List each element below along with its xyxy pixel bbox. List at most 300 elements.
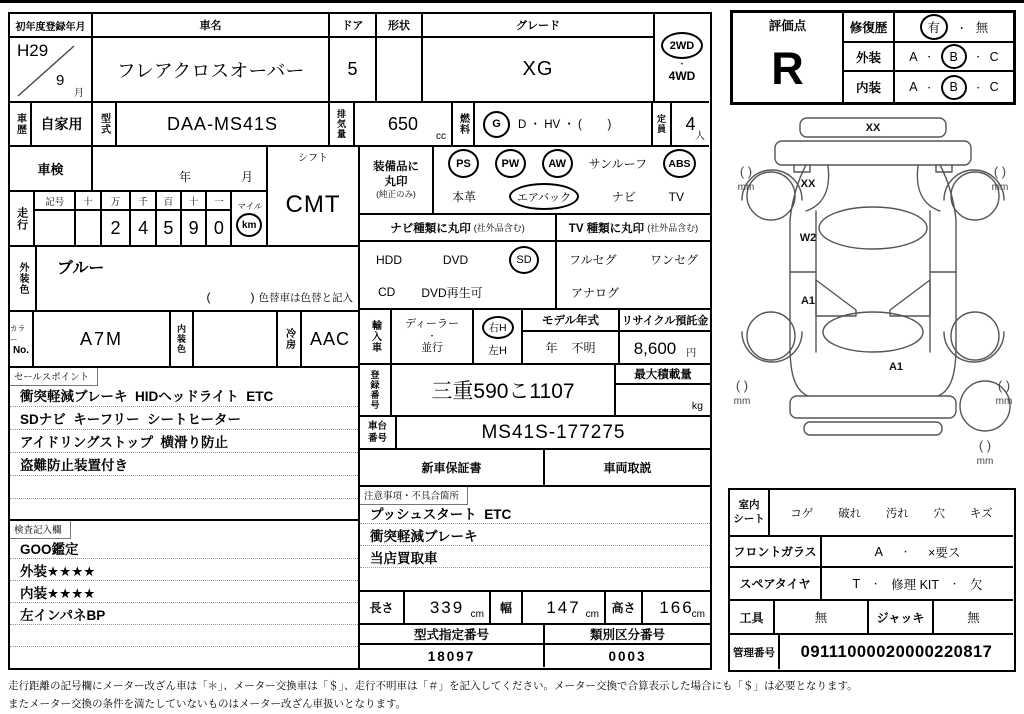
seat-items [770, 490, 1013, 535]
rear-left-wheel [747, 312, 795, 360]
car-name-label: 車名 [93, 14, 328, 38]
sales-point-line: 盗難防止装置付き [10, 453, 358, 476]
tread-paren-bottom-right: ( ) [997, 378, 1011, 393]
footer-note-line2: またメーター交換の条件を満たしていないものはメーター改ざん車扱いとなります。 [8, 698, 407, 710]
seat-item-koge: コゲ [790, 507, 814, 520]
drive-4wd: 4WD [668, 69, 696, 83]
odo-col-1k [131, 192, 156, 245]
score-value: R [771, 42, 804, 94]
equip-abs-circled: ABS [663, 149, 696, 178]
tv-oneseg: ワンセグ [649, 253, 698, 268]
recycle-cell [620, 310, 710, 363]
displacement-label: 排気量 [336, 109, 346, 139]
equip-pw-circled: PW [495, 149, 526, 178]
import-row [360, 310, 710, 365]
inspector-line: 左インパネBP [10, 603, 358, 625]
sales-point-line: SDナビ キーフリー シートヒーター [10, 407, 358, 430]
evaluation-box [730, 10, 1016, 105]
odo-digit-ten0 [76, 211, 99, 245]
fuel-value [475, 103, 651, 145]
displacement-label-cell [330, 103, 355, 145]
left-handle: 左H [488, 344, 507, 357]
windshield-a: A [874, 544, 883, 559]
doors-label: ドア [330, 14, 375, 38]
caution-line: プッシュスタート ETC [360, 502, 710, 524]
exterior-grade-b-circled: B [941, 44, 967, 69]
seat-label2: シート [733, 512, 765, 525]
rear-bumper-shape [790, 396, 956, 418]
sales-point-empty-line [10, 499, 358, 520]
exterior-grade-label: 外装 [844, 43, 895, 70]
interior-grade-c: C [989, 80, 999, 94]
model-code-label: 型式 [98, 113, 110, 135]
front-left-wheel [747, 172, 795, 220]
inspector-empty-line [10, 625, 358, 647]
inspector-section [10, 521, 360, 668]
ac-label-cell [278, 312, 302, 366]
interior-grade-b-circled: B [941, 75, 967, 100]
shape-value [377, 38, 421, 101]
fuel-label-cell [453, 103, 475, 145]
interior-grade-value [895, 72, 1013, 102]
exterior-grade-c: C [989, 49, 999, 64]
rear-lower-bumper-shape [804, 422, 942, 435]
first-registration-value [10, 38, 91, 101]
max-load-cell [616, 365, 710, 415]
first-registration-label: 初年度登録年月 [10, 14, 91, 38]
nav-dvd: DVD [442, 252, 469, 267]
type-number-headers [360, 625, 710, 645]
seat-item-yabure: 破れ [838, 507, 862, 520]
rear-right-wheel [951, 312, 999, 360]
tread-mm-spare: mm [976, 456, 994, 467]
damage-mark-top: XX [865, 122, 881, 134]
car-name-cell [93, 14, 330, 103]
designation-number-value: 18097 [360, 645, 545, 667]
first-registration-cell [10, 14, 93, 103]
tv-type-row2 [557, 277, 710, 308]
bumper-tab-left [794, 165, 810, 172]
spare-tire-label: スペアタイヤ [730, 568, 822, 599]
classification-number-value: 0003 [608, 648, 647, 664]
equipment-row1 [434, 147, 710, 180]
seat-row [730, 490, 1013, 537]
grade-separator: ・ [973, 82, 983, 93]
length-label: 長さ [360, 592, 405, 623]
equipment-label2: 丸印 [384, 175, 408, 188]
doors-cell [330, 14, 377, 103]
tools-value: 無 [775, 601, 869, 633]
registration-label-cell [360, 365, 392, 415]
odo-col-symbol [35, 192, 76, 245]
sales-points-section [10, 368, 360, 521]
left-pillar-shape [816, 280, 856, 316]
seat-item-yogore: 汚れ [885, 507, 909, 520]
tread-mm-bottom-right: mm [995, 396, 1013, 407]
sales-point-empty-line [10, 476, 358, 499]
tread-paren-bottom-left: ( ) [735, 378, 749, 393]
model-year-title: モデル年式 [523, 310, 618, 332]
color-change-paren: ( ) [206, 290, 255, 304]
model-code-label-cell [93, 103, 117, 145]
fuel-other-options: D ・ HV ・ ( ) [518, 119, 612, 131]
width-label: 幅 [491, 592, 523, 623]
nav-type-header [360, 215, 555, 242]
odo-unit-cell [232, 192, 265, 245]
interior-color-value [194, 312, 278, 366]
chassis-row [360, 417, 710, 450]
chassis-label1: 車台 [367, 421, 387, 433]
shape-label: 形状 [377, 14, 421, 38]
odo-header-ten0: 十 [76, 192, 99, 211]
odo-digit-10: 9 [188, 217, 199, 238]
inspector-tag: 検査記入欄 [10, 521, 71, 539]
top-border-line [0, 0, 1024, 3]
drive-type-cell [655, 14, 709, 103]
odo-header-100: 百 [157, 192, 180, 211]
odo-digit-100: 5 [163, 217, 174, 238]
inspector-empty-line [10, 647, 358, 668]
exterior-grade-a: A [909, 49, 918, 64]
history-label: 車歴 [14, 113, 26, 135]
import-label: 輸入車 [369, 320, 381, 353]
equipment-items [434, 147, 710, 213]
recycle-value: 8,600 [633, 339, 677, 358]
car-name-value: フレアクロスオーバー [116, 61, 305, 82]
shift-label: シフト [298, 152, 328, 164]
exterior-color-label: 外装色 [17, 262, 28, 295]
height-value: 166 [659, 597, 694, 617]
sales-point-line: アイドリングストップ 横滑り防止 [10, 430, 358, 453]
chassis-value: MS41S-177275 [481, 421, 626, 443]
history-cell [10, 103, 93, 147]
shaken-label-cell [10, 147, 93, 192]
mile-label: マイル [236, 201, 262, 211]
equip-navi: ナビ [611, 190, 636, 204]
front-right-wheel [951, 172, 999, 220]
repair-history-value [895, 13, 1013, 41]
spare-tire-value [822, 568, 1013, 599]
tread-mm-bottom-left: mm [733, 396, 751, 407]
seat-label1: 室内 [738, 498, 760, 511]
odo-col-ten0 [76, 192, 101, 245]
drive-2wd-circled: 2WD [661, 32, 703, 59]
equipment-label3: (純正のみ) [376, 189, 416, 200]
odo-digit-1: 0 [213, 217, 224, 238]
recycle-unit: 円 [686, 348, 697, 359]
spare-repair-kit: 修理 KIT [891, 577, 940, 592]
repair-no: 無 [975, 21, 989, 35]
spare-tire-row [730, 568, 1013, 601]
fuel-label: 燃料 [457, 113, 469, 135]
grade-label: グレード [423, 14, 653, 38]
interior-grade-row [844, 72, 1013, 102]
equip-leather: 本革 [452, 190, 477, 204]
main-table [8, 12, 712, 670]
grade-value: XG [522, 58, 554, 80]
model-code-value: DAA-MS41S [166, 113, 279, 134]
warranty-cell: 新車保証書 [360, 450, 545, 485]
equip-ps-circled: PS [448, 149, 479, 178]
cautions-section [360, 487, 710, 592]
width-value: 147 [546, 597, 581, 617]
nav-dvd-play: DVD再生可 [421, 285, 483, 300]
capacity-number: 4 [685, 113, 696, 134]
nav-type-cell [360, 215, 557, 310]
ac-label: 冷房 [283, 328, 295, 350]
damage-mark-a1-side: A1 [800, 295, 816, 307]
registration-row [360, 365, 710, 417]
inspector-line: 外装★★★★ [10, 559, 358, 581]
mileage-label: 走行 [15, 206, 28, 231]
shaken-month-label: 月 [241, 170, 254, 184]
odo-col-1 [207, 192, 232, 245]
right-pillar-shape [890, 280, 930, 316]
odo-col-10k [102, 192, 132, 245]
import-label-cell [360, 310, 392, 363]
damage-mark-a1-rear: A1 [888, 361, 904, 373]
odo-col-100 [157, 192, 182, 245]
nav-type-title: ナビ種類に丸印 [390, 222, 471, 235]
km-circled: km [236, 213, 262, 237]
recycle-title: リサイクル預託金 [620, 310, 710, 332]
displacement-number: 650 [387, 113, 419, 134]
interior-color-label: 内装色 [176, 324, 186, 354]
exterior-color-label-cell [10, 247, 37, 310]
height-unit: cm [691, 609, 705, 620]
body-right-side [938, 165, 956, 396]
shaken-year-label: 年 [179, 170, 192, 184]
docs-row [360, 450, 710, 487]
grade-cell [423, 14, 655, 103]
recycle-value-row [620, 332, 710, 363]
front-bumper-shape [775, 141, 971, 165]
tv-type-title: TV 種類に丸印 [568, 222, 645, 235]
height-label: 高さ [606, 592, 643, 623]
cautions-tag: 注意事項・不具合箇所 [360, 487, 468, 505]
manual-cell: 車両取説 [603, 461, 652, 475]
import-dealer: ディーラー [404, 317, 460, 330]
rear-window-ellipse [823, 312, 923, 352]
color-no-label2: No. [12, 344, 30, 356]
sales-points-tag: セールスポイント [10, 368, 98, 386]
max-load-title: 最大積載量 [616, 365, 710, 385]
odo-header-1k: 千 [131, 192, 154, 211]
registration-value: 三重590こ1107 [392, 365, 616, 415]
exterior-color-value: ブルー [57, 260, 105, 277]
exterior-grade-value [895, 43, 1013, 70]
fuel-gasoline-circled: G [483, 111, 510, 138]
exterior-color-cell [10, 247, 360, 312]
capacity-label: 定員 [656, 114, 666, 134]
jack-value: 無 [967, 611, 980, 625]
import-dealer-cell [392, 310, 474, 363]
equip-sunroof: サンルーフ [588, 157, 648, 171]
tools-label: 工具 [730, 601, 775, 633]
nav-cd: CD [378, 285, 396, 300]
odo-digit-10k: 2 [110, 217, 121, 238]
odo-header-symbol: 記号 [35, 192, 74, 211]
odo-digit-symbol [35, 211, 74, 245]
grade-separator: ・ [924, 52, 934, 62]
height-value-cell [643, 592, 710, 623]
shaken-label: 車検 [37, 162, 64, 177]
color-no-value: A7M [34, 312, 171, 366]
classification-number-label: 類別区分番号 [589, 628, 665, 642]
tread-mm-top-right: mm [991, 182, 1009, 193]
drive-separator: ・ [677, 59, 687, 69]
equipment-label-cell [360, 147, 434, 213]
inspector-line: 内装★★★★ [10, 581, 358, 603]
grade-separator: ・ [973, 52, 983, 62]
condition-table [728, 488, 1016, 672]
tv-type-cell [557, 215, 710, 310]
model-year-year: 年 [545, 341, 558, 355]
repair-separator: ・ [956, 23, 967, 35]
damage-mark-w2: W2 [799, 232, 817, 244]
tread-paren-top-right: ( ) [993, 164, 1007, 179]
tv-fullseg: フルセグ [569, 253, 617, 268]
caution-line: 衝突軽減ブレーキ [360, 524, 710, 546]
nav-type-row1 [360, 242, 555, 276]
inspector-line: GOO鑑定 [10, 537, 358, 559]
width-unit: cm [585, 609, 599, 620]
capacity-unit: 人 [695, 131, 705, 142]
tread-paren-top-left: ( ) [739, 164, 753, 179]
first-reg-month-suffix: 月 [74, 88, 84, 99]
tread-paren-spare: ( ) [978, 438, 992, 453]
nav-type-note: (社外品含む) [473, 223, 525, 234]
history-value: 自家用 [40, 116, 83, 132]
sales-point-line: 衝突軽減ブレーキ HIDヘッドライト ETC [10, 384, 358, 407]
exterior-color-value-area [37, 247, 358, 310]
grade-separator: ・ [924, 82, 934, 93]
max-load-body [616, 385, 710, 415]
equip-airbag-circled: エアバック [509, 183, 579, 210]
caution-empty-line [360, 568, 710, 590]
import-parallel: 並行 [421, 341, 443, 354]
odo-digit-1k: 4 [138, 217, 149, 238]
windshield-row [730, 537, 1013, 568]
repair-history-row [844, 13, 1013, 43]
odo-header-10k: 万 [102, 192, 130, 211]
seat-label-cell [730, 490, 770, 535]
tv-type-row1 [557, 242, 710, 276]
mileage-label-cell [10, 192, 35, 245]
caution-line: 当店買取車 [360, 546, 710, 568]
ac-value: AAC [309, 328, 350, 349]
width-value-cell [523, 592, 606, 623]
nav-sd-circled: SD [509, 246, 539, 274]
type-number-values [360, 645, 710, 667]
max-load-unit: kg [691, 400, 703, 412]
seat-item-ana: 穴 [933, 507, 946, 520]
length-unit: cm [470, 609, 484, 620]
displacement-unit: cc [436, 131, 446, 142]
shift-cell [268, 147, 360, 247]
length-value: 339 [429, 597, 465, 617]
history-label-cell [10, 103, 32, 145]
exterior-color-note [207, 290, 354, 305]
odo-header-1: 一 [207, 192, 230, 211]
spare-missing: 欠 [970, 577, 983, 592]
tread-mm-top-left: mm [737, 182, 755, 193]
tv-type-header [557, 215, 710, 242]
color-no-label1: カラー [10, 323, 25, 344]
damage-mark-fender: XX [800, 178, 816, 190]
windshield-need: ×要ス [928, 545, 961, 560]
designation-number-label: 型式指定番号 [360, 625, 545, 643]
hood-ellipse [819, 207, 927, 249]
repair-history-label: 修復歴 [844, 13, 895, 41]
shaken-value-cell [93, 147, 268, 192]
interior-grade-a: A [909, 80, 918, 94]
footer-note-line1: 走行距離の記号欄にメーター改ざん車は「＊」、メーター交換車は「＄」、走行不明車は「＃」を記入してください。メーター交換で合算表示した場合にも「＄」は必要となります。 [8, 680, 858, 692]
equip-tv: TV [668, 189, 684, 204]
windshield-value [822, 537, 1013, 566]
mileage-block [10, 192, 268, 247]
equipment-label1: 装備品に [373, 161, 419, 174]
model-year-value-row [523, 332, 618, 363]
spare-dot2: ・ [950, 579, 960, 589]
bumper-tab-right [936, 165, 952, 172]
score-label: 評価点 [768, 19, 807, 33]
shape-cell [377, 14, 423, 103]
equipment-cell [360, 147, 710, 215]
windshield-right-arc [917, 166, 940, 211]
equipment-row2 [434, 180, 710, 213]
color-change-note: 色替車は色替と記入 [258, 292, 353, 304]
nav-hdd: HDD [376, 252, 402, 267]
displacement-cell [330, 103, 453, 147]
displacement-value [355, 103, 451, 145]
management-label: 管理番号 [730, 635, 780, 669]
chassis-label-cell [360, 417, 397, 448]
tools-row [730, 601, 1013, 635]
interior-grade-label: 内装 [844, 72, 895, 102]
interior-color-label-cell [171, 312, 194, 366]
length-value-cell [405, 592, 491, 623]
color-no-label-cell [10, 312, 34, 366]
fuel-cell [453, 103, 653, 147]
import-dot: ・ [427, 331, 437, 342]
model-code-cell [93, 103, 330, 147]
chassis-label2: 番号 [367, 432, 387, 444]
doors-value: 5 [347, 59, 358, 79]
capacity-value [672, 103, 709, 145]
tv-analog: アナログ [571, 285, 620, 300]
nav-type-row2 [360, 277, 555, 308]
spare-t: T [852, 576, 861, 591]
dimensions-row [360, 592, 710, 625]
first-reg-era: H29 [17, 41, 49, 60]
first-reg-month: 9 [56, 72, 65, 89]
seat-item-kizu: キズ [969, 507, 993, 520]
odo-header-10: 十 [182, 192, 205, 211]
exterior-grade-row [844, 43, 1013, 72]
management-value: 09111000020000220817 [800, 642, 993, 661]
import-handle-cell [474, 310, 523, 363]
body-left-side [790, 165, 808, 396]
management-row [730, 635, 1013, 669]
score-cell [733, 13, 844, 102]
jack-label: ジャッキ [869, 601, 934, 633]
capacity-label-cell [653, 103, 672, 145]
color-row [10, 312, 360, 368]
capacity-cell [653, 103, 709, 147]
tv-type-note: (社外品含む) [647, 223, 699, 234]
repair-yes-circled: 有 [920, 14, 948, 40]
